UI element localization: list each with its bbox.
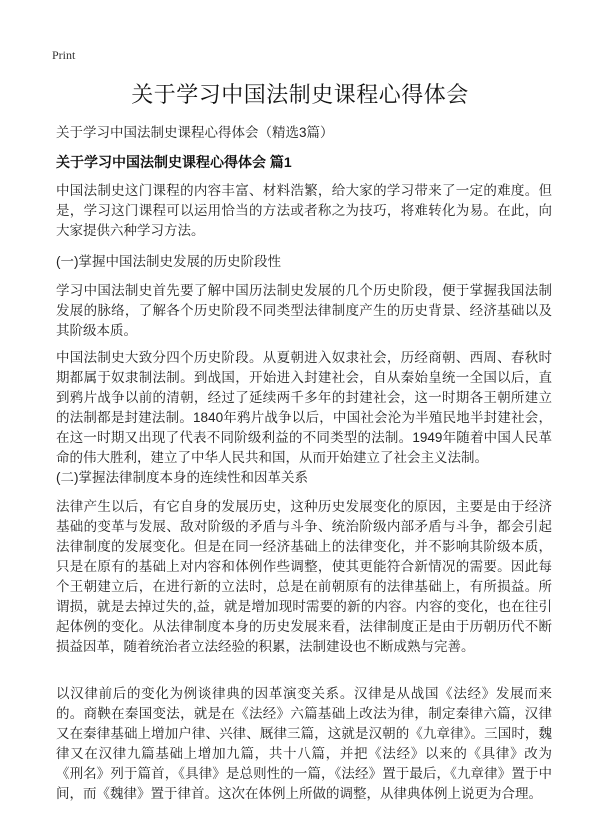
section-title-1: (一)掌握中国法制史发展的历史阶段性 — [56, 254, 281, 269]
section-heading: 关于学习中国法制史课程心得体会 篇1 — [56, 154, 292, 170]
paragraph-intro: 中国法制史这门课程的内容丰富、材料浩繁，给大家的学习带来了一定的难度。但是，学习这门课程可以运用恰当的方法或者称之为技巧，将难转化为易。在此，向大家提供六种学习方法。 — [56, 183, 552, 238]
paragraph-stages-intro: 学习中国法制史首先要了解中国历法制史发展的几个历史阶段，便于掌握我国法制发展的脉络，了解各个历史阶段不同类型法律制度产生的历史背景、经济基础以及其阶级本质。 — [56, 283, 552, 338]
paragraph-continuity: 法律产生以后，有它自身的发展历史，这种历史发展变化的原因，主要是由于经济基础的变革与发展、敌对阶级的矛盾与斗争、统治阶级内部矛盾与斗争，都会引起法律制度的发展变化。但是在同一经济基础上的法律变化，并不影响其阶级本质，只是在原有的基础上对内容和体例作些调整，使其更能符合新情况的需要。因此每个王朝建立后，在进行新的立法时，总是在前朝原有的法律基础上，有所损益。所谓损，就是去掉过失的,益，就是增加现时需要的新的内容。内容的变化，也在往引起体例的变化。从法律制度本身的历史发展来看，法律制度正是由于历朝历代不断损益因革，随着统治者立法经验的积累，法制建设也不断成熟与完善。 — [56, 499, 552, 654]
section-title-2: (二)掌握法律制度本身的连续性和因革关系 — [56, 470, 308, 485]
paragraph-four-stages: 中国法制史大致分四个历史阶段。从夏朝进入奴隶社会，历经商朝、西周、春秋时期都属于奴隶制法制。到战国，开始进入封建社会，自从秦始皇统一全国以后，直到鸦片战争以前的清朝，经过了延续两千多年的封建社会，这一时期各王朝所建立的法制都是封建法制。1840年鸦片战争以后，中国社会沦为半殖民地半封建社会，在这一时期又出现了代表不同阶级利益的不同类型的法制。1949年随着中国人民革命的伟大胜利，建立了中华人民共和国，从而开始建立了社会主义法制。 — [56, 350, 552, 465]
paragraph-han-law: 以汉律前后的变化为例谈律典的因革演变关系。汉律是从战国《法经》发展而来的。商鞅在秦国变法，就是在《法经》六篇基础上改法为律，制定秦律六篇，汉律又在秦律基础上增加户律、兴律、厩律三篇，这就是汉朝的《九章律》。三国时，魏律又在汉律九篇基础上增加九篇，共十八篇，并把《法经》以来的《具律》改为《刑名》列于篇首，《具律》是总则性的一篇，《法经》置于最后，《九章律》置于中间，而《魏律》置于律首。这次在体例上所做的调整，从律典体例上说更为合理。 — [56, 686, 552, 801]
page-title: 关于学习中国法制史课程心得体会 — [131, 82, 469, 107]
document-subtitle: 关于学习中国法制史课程心得体会（精选3篇） — [56, 125, 334, 140]
print-link[interactable]: Print — [52, 48, 76, 62]
